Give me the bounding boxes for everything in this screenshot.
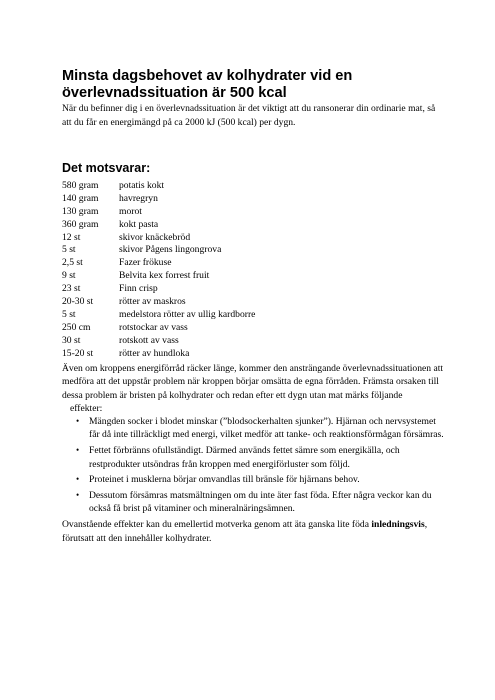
bullet-icon: • [76, 474, 80, 485]
food-quantity: 5 st [62, 244, 76, 256]
food-row [62, 296, 422, 309]
closing-text-end: , förutsatt att den innehåller kolhydrater. [62, 519, 428, 544]
food-item: skivor knäckebröd [119, 231, 191, 243]
document-title: Minsta dagsbehovet av kolhydrater vid en överlevnadssituation är 500 kcal [62, 68, 353, 101]
food-quantity: 360 gram [62, 218, 99, 230]
food-quantity: 130 gram [62, 205, 99, 217]
effect-text: Dessutom försämras matsmältningen om du inte äter fast föda. Efter några veckor kan du också få brist på vitaminer och mineralnäringsämnen. [89, 490, 432, 515]
food-item: Fazer frökuse [119, 257, 172, 269]
food-quantity: 140 gram [62, 192, 99, 204]
intro-paragraph: När du befinner dig i en överlevnadssituation är det viktigt att du ransonerar din ordinarie mat, så att du får en energimängd på ca 2000 kJ (500 kcal) per dygn. [62, 103, 436, 128]
food-row [62, 348, 422, 361]
food-quantity: 580 gram [62, 180, 99, 191]
effects-label: effekter: [70, 402, 103, 414]
effect-list-item [62, 473, 447, 486]
effect-text: Proteinet i musklerna börjar omvandlas till bränsle för hjärnans behov. [89, 474, 360, 486]
food-row [62, 270, 422, 283]
food-row [62, 335, 422, 348]
effect-text: Mängden socker i blodet minskar (”blodsockerhalten sjunker”). Hjärnan och nervsystemet får då inte tillräckligt med energi, vilket medför att tanke- och reaktionsförmågan försämras. [89, 416, 444, 441]
food-item: medelstora rötter av ullig kardborre [119, 308, 256, 320]
food-row [62, 244, 422, 257]
food-quantity: 250 cm [62, 321, 91, 333]
equivalents-heading: Det motsvarar: [62, 161, 151, 175]
effects-list [62, 415, 447, 516]
food-item: morot [119, 205, 142, 217]
food-item: rotskott av vass [119, 334, 179, 346]
closing-text-start: Ovanstående effekter kan du emellertid motverka genom att äta ganska lite föda [62, 519, 372, 531]
food-quantity: 12 st [62, 231, 81, 243]
closing-paragraph [62, 518, 447, 545]
food-item: Belvita kex forrest fruit [119, 270, 210, 282]
food-equivalents-table [62, 180, 422, 360]
effect-list-item [62, 415, 447, 442]
closing-bold-word: inledningsvis [371, 519, 425, 531]
food-quantity: 15-20 st [62, 347, 94, 359]
food-quantity: 30 st [62, 334, 81, 346]
food-item: havregryn [119, 192, 158, 204]
food-row [62, 219, 422, 232]
effects-intro-paragraph: Även om kroppens energiförråd räcker länge, kommer den ansträngande överlevnadssituationen att medföra att det uppstår problem när kroppen börjar omsätta de egna förråden. Främsta orsaken till dessa problem är bristen på kolhydrater och redan efter ett dygn utan mat märks följande [62, 363, 444, 401]
food-quantity: 2,5 st [62, 257, 83, 269]
food-quantity: 20-30 st [62, 296, 94, 308]
food-row [62, 257, 422, 270]
food-quantity: 5 st [62, 308, 76, 320]
effect-text: Fettet förbränns ofullständigt. Därmed används fettet sämre som energikälla, och restprodukter utsöndras från kroppen med energiförluster som följd. [89, 445, 400, 470]
food-quantity: 9 st [62, 270, 76, 282]
food-row [62, 232, 422, 245]
food-item: rotstockar av vass [119, 321, 188, 333]
bullet-icon: • [76, 445, 80, 456]
bullet-icon: • [76, 490, 80, 501]
food-item: skivor Pågens lingongrova [119, 244, 222, 256]
effect-list-item [62, 489, 447, 516]
food-quantity: 23 st [62, 283, 81, 295]
bullet-icon: • [76, 416, 80, 427]
food-row [62, 206, 422, 219]
food-item: Finn crisp [119, 283, 158, 295]
food-row [62, 193, 422, 206]
food-item: rötter av hundloka [119, 347, 190, 359]
food-row [62, 283, 422, 296]
food-item: rötter av maskros [119, 296, 186, 308]
effect-list-item [62, 444, 447, 471]
food-item: kokt pasta [119, 218, 159, 230]
food-row [62, 309, 422, 322]
food-item: potatis kokt [119, 180, 165, 191]
food-row [62, 322, 422, 335]
food-row [62, 180, 422, 193]
body-text [62, 362, 447, 545]
